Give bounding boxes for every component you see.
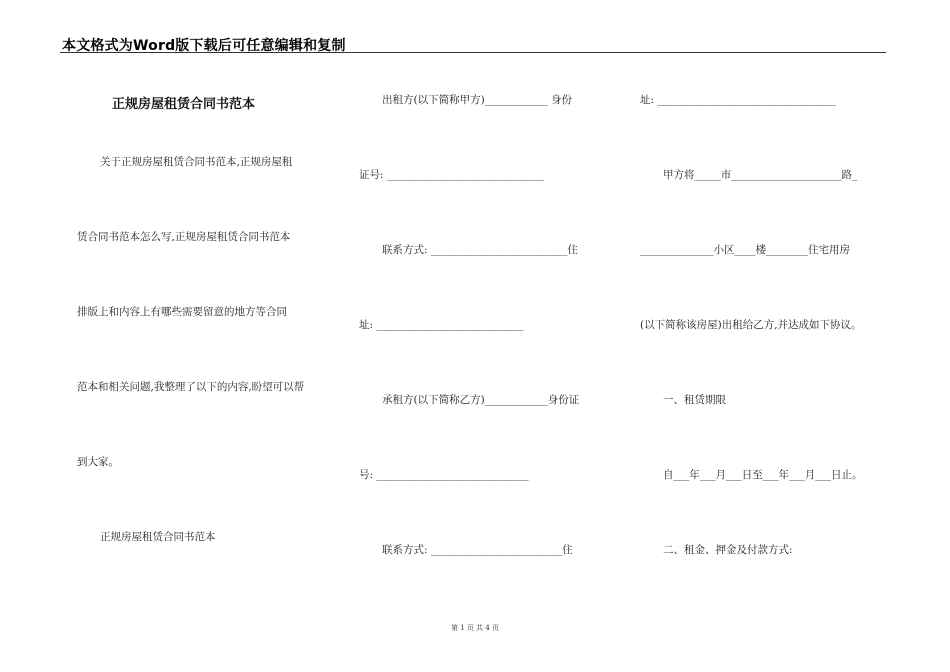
body-line: 排版上和内容上有哪些需要留意的地方等合同	[77, 306, 287, 318]
body-line: 关于正规房屋租赁合同书范本,正规房屋租	[100, 156, 293, 168]
section-heading: 正规房屋租赁合同书范本	[100, 531, 216, 543]
contract-clause-property: ______________小区____楼________住宅用房	[640, 244, 850, 256]
contract-clause-property: 甲方将_____市_____________________路_	[663, 169, 858, 181]
contract-field-id: 号: _____________________________	[359, 469, 529, 481]
contract-field-lessor: 出租方(以下简称甲方)____________ 身份	[382, 94, 573, 106]
section-heading-term: 一、租赁期限	[663, 394, 726, 406]
contract-field-contact: 联系方式: __________________________住	[382, 244, 578, 256]
section-heading-rent: 二、租金、押金及付款方式:	[663, 544, 793, 556]
contract-clause-property: (以下简称该房屋)出租给乙方,并达成如下协议。	[640, 319, 862, 331]
contract-field-contact: 联系方式: _________________________住	[382, 544, 573, 556]
page-number: 第 1 页 共 4 页	[450, 624, 500, 632]
document-header: 本文格式为Word版下载后可任意编辑和复制	[62, 38, 346, 54]
document-title: 正规房屋租赁合同书范本	[112, 97, 256, 112]
contract-field-address: 址: __________________________________	[640, 94, 836, 106]
contract-field-lessee: 承租方(以下简称乙方)____________身份证	[382, 394, 580, 406]
contract-field-id: 证号: ______________________________	[359, 169, 545, 181]
body-line: 到大家。	[77, 456, 119, 468]
contract-clause-dates: 自___年___月___日至___年___月___日止。	[663, 469, 863, 481]
body-line: 赁合同书范本怎么写,正规房屋租赁合同书范本	[77, 231, 291, 243]
contract-field-address: 址: ____________________________	[359, 319, 524, 331]
header-divider	[60, 52, 886, 53]
body-line: 范本和相关问题,我整理了以下的内容,盼望可以帮	[77, 381, 305, 393]
